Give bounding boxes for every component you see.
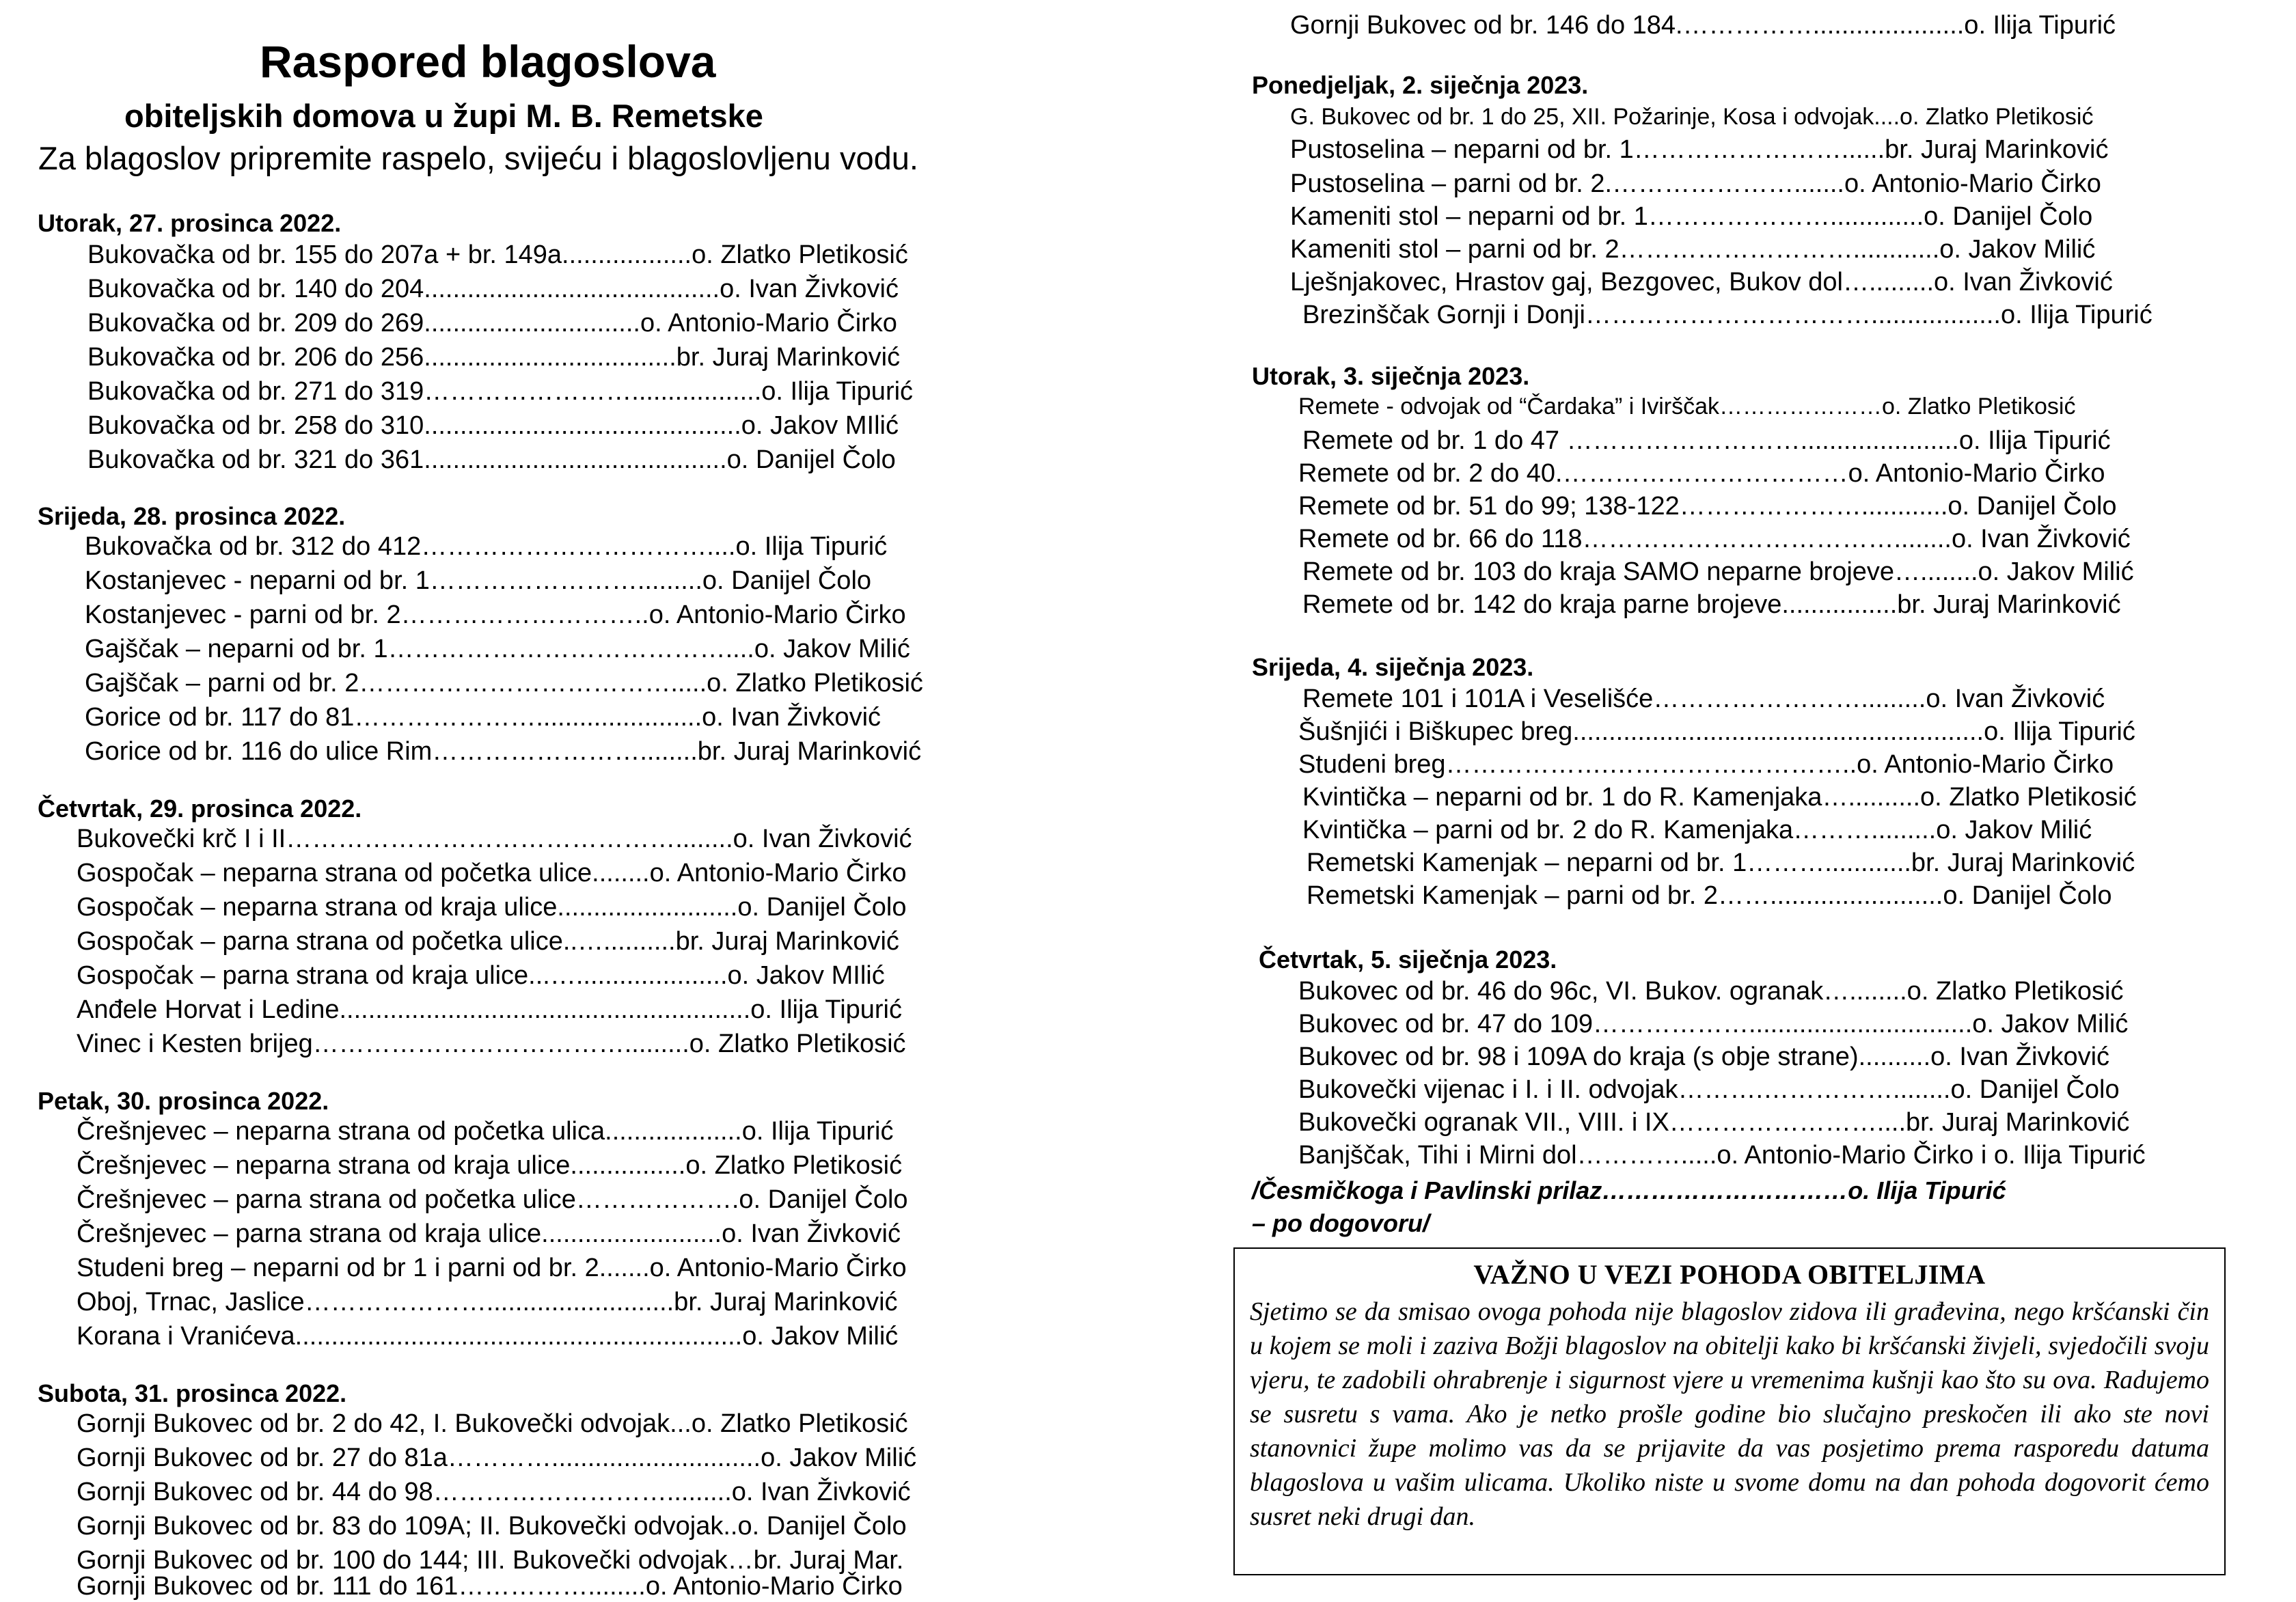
schedule-entry: Črešnjevec – parna strana od kraja ulice.........................o. Ivan Živković — [77, 1219, 901, 1248]
schedule-entry: Bukovec od br. 47 do 109………………...............................o. Jakov Milić — [1298, 1010, 2129, 1038]
schedule-entry-continuation: Gornji Bukovec od br. 146 do 184.…………….....................o. Ilija Tipurić — [1290, 11, 2116, 40]
schedule-entry: Remete 101 i 101A i Veselišće…………………….........o. Ivan Živković — [1302, 685, 2105, 713]
schedule-entry: Bukovečki vijenac i I. i II. odvojak……….……………........o. Danijel Čolo — [1298, 1075, 2120, 1104]
day-heading: Petak, 30. prosinca 2022. — [38, 1087, 329, 1115]
schedule-entry: Gornji Bukovec od br. 83 do 109A; II. Bukovečki odvojak..o. Danijel Čolo — [77, 1512, 907, 1541]
schedule-entry: Bukovačka od br. 321 do 361..........................................o. Danijel Čolo — [87, 445, 896, 474]
schedule-entry: Studeni breg……………….………………………..o. Antonio-Mario Čirko — [1298, 750, 2114, 779]
day-heading: Četvrtak, 29. prosinca 2022. — [38, 795, 362, 823]
extra-note-line: – po dogovoru/ — [1252, 1209, 1430, 1237]
schedule-entry: Remetski Kamenjak – parni od br. 2……........................o. Danijel Čolo — [1307, 881, 2112, 910]
schedule-entry: Pustoselina – parni od br. 2.………………….......o. Antonio-Mario Čirko — [1290, 169, 2101, 198]
schedule-entry: Gornji Bukovec od br. 2 do 42, I. Bukovečki odvojak...o. Zlatko Pletikosić — [77, 1409, 908, 1438]
schedule-entry: Bukovačka od br. 140 do 204.........................................o. Ivan Živković — [87, 275, 899, 303]
schedule-entry: Remete od br. 51 do 99; 138-122…………………............o. Danijel Čolo — [1298, 492, 2117, 521]
schedule-entry: Bukovec od br. 46 do 96c, VI. Bukov. ogranak…........o. Zlatko Pletikosić — [1298, 977, 2124, 1006]
schedule-entry: Remete - odvojak od “Čardaka” i Ivirščak…………………o. Zlatko Pletikosić — [1298, 393, 2076, 419]
schedule-entry: Bukovačka od br. 209 do 269..............................o. Antonio-Mario Čirko — [87, 309, 897, 337]
schedule-entry: Banjščak, Tihi i Mirni dol………….....o. Antonio-Mario Čirko i o. Ilija Tipurić — [1298, 1141, 2146, 1170]
notice-text: Sjetimo se da smisao ovoga pohoda nije blagoslov zidova ili građevina, nego kršćanski čin u kojem se moli i zaziva Božji blagoslov na obitelji kako bi kršćanski živjeli, svjedočili svoju vjeru, te zadobili ohrabrenje i sigurnost vjere u vremenima kušnji kao što su ova. Radujemo se susretu s vama. Ako je netko prošle godine bio slučajno preskočen ili ako ste novi stanovnici župe molimo vas da se prijavite da vas posjetimo prema rasporedu datuma blagoslova u vašim ulicama. Ukoliko niste u svome domu na dan pohoda dogovorit ćemo susret neki drugi dan. — [1250, 1297, 2209, 1531]
schedule-entry: Remete od br. 66 do 118………………………………........o. Ivan Živković — [1298, 525, 2131, 553]
schedule-entry: Kameniti stol – neparni od br. 1………………….............o. Danijel Čolo — [1290, 202, 2093, 231]
schedule-entry: Korana i Vranićeva..............................................................o. Jakov Milić — [77, 1322, 899, 1351]
day-heading: Srijeda, 28. prosinca 2022. — [38, 502, 346, 530]
schedule-entry: Gajščak – neparni od br. 1…………………………………....o. Jakov Milić — [85, 635, 910, 663]
schedule-entry: Črešnjevec – neparna strana od početka ulica...................o. Ilija Tipurić — [77, 1117, 894, 1146]
schedule-entry: Črešnjevec – neparna strana od kraja ulice................o. Zlatko Pletikosić — [77, 1151, 903, 1180]
schedule-entry: Gospočak – parna strana od početka ulice..…..........br. Juraj Marinković — [77, 927, 899, 956]
day-heading: Ponedjeljak, 2. siječnja 2023. — [1252, 71, 1589, 99]
schedule-entry: Gornji Bukovec od br. 111 do 161……………........o. Antonio-Mario Čirko — [77, 1572, 903, 1601]
schedule-entry: Gornji Bukovec od br. 27 do 81a………….............................o. Jakov Milić — [77, 1444, 917, 1472]
schedule-entry: Gornji Bukovec od br. 100 do 144; III. Bukovečki odvojak…br. Juraj Mar. — [77, 1546, 904, 1575]
schedule-entry: Kvintička – parni od br. 2 do R. Kamenjaka……….........o. Jakov Milić — [1302, 816, 2092, 844]
extra-note-line: /Česmičkoga i Pavlinski prilaz…………………………o. Ilija Tipurić — [1252, 1176, 2006, 1204]
day-heading: Utorak, 3. siječnja 2023. — [1252, 362, 1530, 390]
schedule-entry: Remete od br. 103 do kraja SAMO neparne brojeve…........o. Jakov Milić — [1302, 557, 2134, 586]
schedule-entry: Remete od br. 2 do 40.……………………………o. Antonio-Mario Čirko — [1298, 459, 2105, 488]
page-title: Raspored blagoslova — [260, 36, 716, 87]
schedule-entry: Bukovačka od br. 258 do 310............................................o. Jakov MIlić — [87, 411, 899, 440]
page-subtitle: obiteljskih domova u župi M. B. Remetske — [124, 98, 763, 134]
preparation-note: Za blagoslov pripremite raspelo, svijeću i blagoslovljenu vodu. — [38, 140, 918, 176]
day-heading: Srijeda, 4. siječnja 2023. — [1252, 653, 1534, 681]
schedule-entry: G. Bukovec od br. 1 do 25, XII. Požarinje, Kosa i odvojak....o. Zlatko Pletikosić — [1290, 104, 2094, 130]
schedule-entry: Bukovačka od br. 271 do 319……………………..................o. Ilija Tipurić — [87, 377, 914, 406]
schedule-entry: Studeni breg – neparni od br 1 i parni od br. 2.......o. Antonio-Mario Čirko — [77, 1254, 907, 1282]
schedule-entry: Šušnjići i Biškupec breg.........................................................o. Ilija Tipurić — [1298, 717, 2135, 746]
schedule-entry: Gornji Bukovec od br. 44 do 98……………………….........o. Ivan Živković — [77, 1478, 911, 1506]
schedule-entry: Bukovečki krč I i II………………………………………........o. Ivan Živković — [77, 825, 912, 853]
schedule-entry: Vinec i Kesten brijeg……………………………….........o. Zlatko Pletikosić — [77, 1030, 906, 1058]
schedule-entry: Bukovačka od br. 155 do 207a + br. 149a..................o. Zlatko Pletikosić — [87, 240, 908, 269]
schedule-entry: Črešnjevec – parna strana od početka ulice……………….o. Danijel Čolo — [77, 1185, 908, 1214]
schedule-entry: Gospočak – neparna strana od kraja ulice.........................o. Danijel Čolo — [77, 893, 907, 922]
schedule-entry: Kostanjevec - neparni od br. 1…………………….........o. Danijel Čolo — [85, 566, 872, 595]
schedule-entry: Remetski Kamenjak – neparni od br. 1………............br. Juraj Marinković — [1307, 848, 2135, 877]
schedule-entry: Bukovačka od br. 206 do 256...................................br. Juraj Marinković — [87, 343, 901, 372]
schedule-entry: Bukovec od br. 98 i 109A do kraja (s obje strane)..........o. Ivan Živković — [1298, 1042, 2110, 1071]
schedule-entry: Bukovečki ogranak VII., VIII. i IX……………………....br. Juraj Marinković — [1298, 1108, 2130, 1137]
day-heading: Utorak, 27. prosinca 2022. — [38, 209, 342, 237]
schedule-entry: Pustoselina – neparni od br. 1……………………......br. Juraj Marinković — [1290, 135, 2109, 164]
schedule-entry: Anđele Horvat i Ledine.........................................................o. Ilija Tipurić — [77, 995, 903, 1024]
schedule-entry: Gospočak – neparna strana od početka ulice........o. Antonio-Mario Čirko — [77, 859, 907, 887]
day-heading: Subota, 31. prosinca 2022. — [38, 1379, 347, 1407]
schedule-entry: Remete od br. 142 do kraja parne brojeve................br. Juraj Marinković — [1302, 590, 2121, 619]
schedule-entry: Kvintička – neparni od br. 1 do R. Kamenjaka…..........o. Zlatko Pletikosić — [1302, 783, 2137, 812]
schedule-entry: Gajščak – parni od br. 2……………………………….....o. Zlatko Pletikosić — [85, 669, 923, 698]
schedule-entry: Oboj, Trnac, Jaslice…………………..........................br. Juraj Marinković — [77, 1288, 898, 1316]
schedule-entry: Gospočak – parna strana od kraja ulice...….....................o. Jakov MIlić — [77, 961, 885, 990]
schedule-entry: Lješnjakovec, Hrastov gaj, Bezgovec, Bukov dol….........o. Ivan Živković — [1290, 268, 2113, 296]
important-notice-box — [1233, 1247, 2226, 1575]
schedule-entry: Gorice od br. 116 do ulice Rim……………………........br. Juraj Marinković — [85, 737, 922, 766]
notice-title: VAŽNO U VEZI POHODA OBITELJIMA — [1473, 1259, 1986, 1290]
schedule-entry: Kameniti stol – parni od br. 2………………………............o. Jakov Milić — [1290, 235, 2096, 264]
schedule-entry: Brezinščak Gornji i Donji……………………………..................o. Ilija Tipurić — [1302, 301, 2152, 329]
schedule-entry: Gorice od br. 117 do 81………………….......................o. Ivan Živković — [85, 703, 882, 732]
schedule-entry: Kostanjevec - parni od br. 2………………………..o. Antonio-Mario Čirko — [85, 600, 906, 629]
schedule-entry: Remete od br. 1 do 47 ………………………......................o. Ilija Tipurić — [1302, 426, 2111, 455]
day-heading: Četvrtak, 5. siječnja 2023. — [1259, 945, 1557, 973]
schedule-entry: Bukovačka od br. 312 do 412……………………………....o. Ilija Tipurić — [85, 532, 888, 561]
